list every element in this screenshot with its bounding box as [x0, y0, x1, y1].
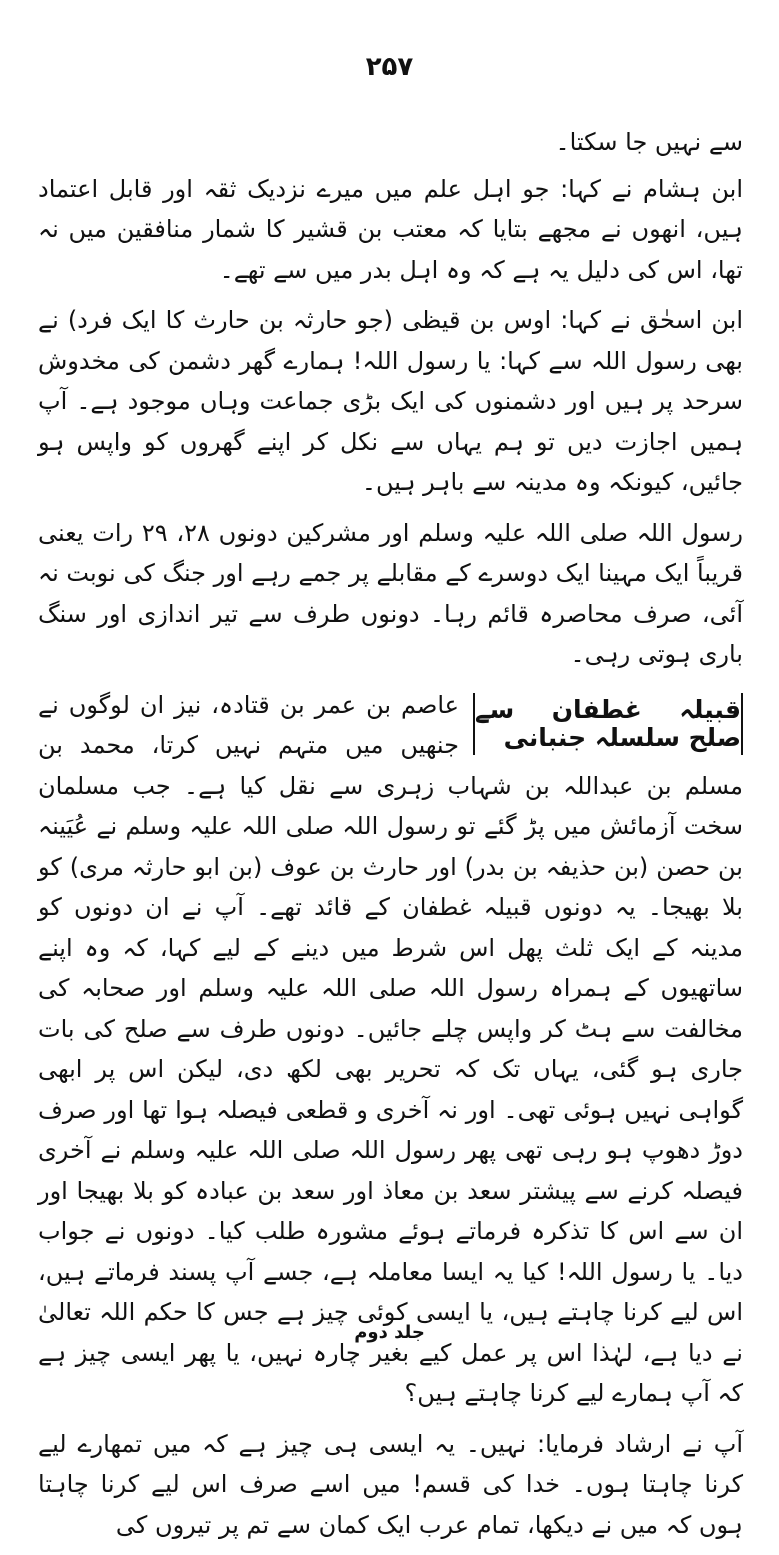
paragraph-2: ابن ہشام نے کہا: جو اہل علم میں میرے نزدیک ثقہ اور قابل اعتماد ہیں، انھوں نے مجھے بتایا کہ معتب بن قشیر کا شمار منافقین میں نہ تھا، اس کی دلیل یہ ہے کہ وہ اہل بدر میں سے تھے۔ [38, 174, 743, 284]
paragraph-4: رسول اللہ صلی اللہ علیہ وسلم اور مشرکین دونوں ۲۸، ۲۹ رات یعنی قریباً ایک مہینا ایک دوسرے کے مقابلے پر جمے رہے اور جنگ کی نوبت نہ آئی، صرف محاصرہ قائم رہا۔ دونوں طرف سے تیر اندازی اور سنگ باری ہوتی رہی۔ [38, 518, 743, 668]
side-heading: قبیلہ غطفان سے صلح سلسلہ جنبانی [473, 693, 743, 755]
section-with-side-heading [38, 685, 743, 1414]
paragraph-5: عاصم بن عمر بن قتادہ، نیز ان لوگوں نے جنھیں میں متہم نہیں کرتا، محمد بن مسلم بن عبداللہ بن شہاب زہری سے نقل کیا ہے۔ جب مسلمان سخت آزمائش میں پڑ گئے تو رسول اللہ صلی اللہ علیہ وسلم نے عُیَینہ بن حصن (بن حذیفہ بن بدر) اور حارث بن عوف (بن ابو حارثہ مری) کو بلا بھیجا۔ یہ دونوں قبیلہ غطفان کے قائد تھے۔ آپ نے ان دونوں کو مدینہ کے ایک ثلث پھل اس شرط میں دینے کے لیے کہا، کہ وہ اپنے ساتھیوں کے ہمراہ رسول اللہ صلی اللہ علیہ وسلم اور صحابہ کی مخالفت سے ہٹ کر واپس چلے جائیں۔ دونوں طرف سے صلح کی بات جاری ہو گئی، یہاں تک کہ تحریر بھی لکھ دی، لیکن اس پر ابھی گواہی نہیں ہوئی تھی۔ اور نہ آخری و قطعی فیصلہ ہوا تھا اور صرف دوڑ دھوپ ہو رہی تھی پھر رسول اللہ صلی اللہ علیہ وسلم نے آخری فیصلہ کرنے سے پیشتر سعد بن معاذ اور سعد بن عبادہ کو بلا بھیجا اور ان سے اس کا تذکرہ فرماتے ہوئے مشورہ طلب کیا۔ دونوں نے جواب دیا۔ یا رسول اللہ! کیا یہ ایسا معاملہ ہے، جسے آپ پسند فرماتے ہیں، اس لیے کرنا چاہتے ہیں، یا ایسی کوئی چیز ہے جس کا حکم اللہ تعالیٰ نے دیا ہے، لہٰذا اس پر عمل کیے بغیر چارہ نہیں، یا پھر ایسی چیز ہے کہ آپ ہمارے لیے کرنا چاہتے ہیں؟ [38, 690, 743, 1407]
paragraph-6: آپ نے ارشاد فرمایا: نہیں۔ یہ ایسی ہی چیز ہے کہ میں تمھارے لیے کرنا چاہتا ہوں۔ خدا کی قسم! میں اسے صرف اس لیے کرنا چاہتا ہوں کہ میں نے دیکھا، تمام عرب ایک کمان سے تم پر تیروں کی [38, 1429, 743, 1539]
paragraph-3: ابن اسحٰق نے کہا: اوس بن قیظی (جو حارثہ بن حارث کا ایک فرد) نے بھی رسول اللہ سے کہا: یا رسول اللہ! ہمارے گھر دشمن کی مخدوش سرحد پر ہیں اور دشمنوں کی ایک بڑی جماعت وہاں موجود ہے۔ آپ ہمیں اجازت دیں تو ہم یہاں سے نکل کر اپنے گھروں کو واپس ہو جائیں، کیونکہ وہ مدینہ سے باہر ہیں۔ [38, 306, 743, 496]
page-number: ۲۵۷ [365, 52, 414, 82]
paragraph-1: سے نہیں جا سکتا۔ [555, 128, 743, 156]
volume-footer: جلد دوم [354, 1322, 425, 1343]
